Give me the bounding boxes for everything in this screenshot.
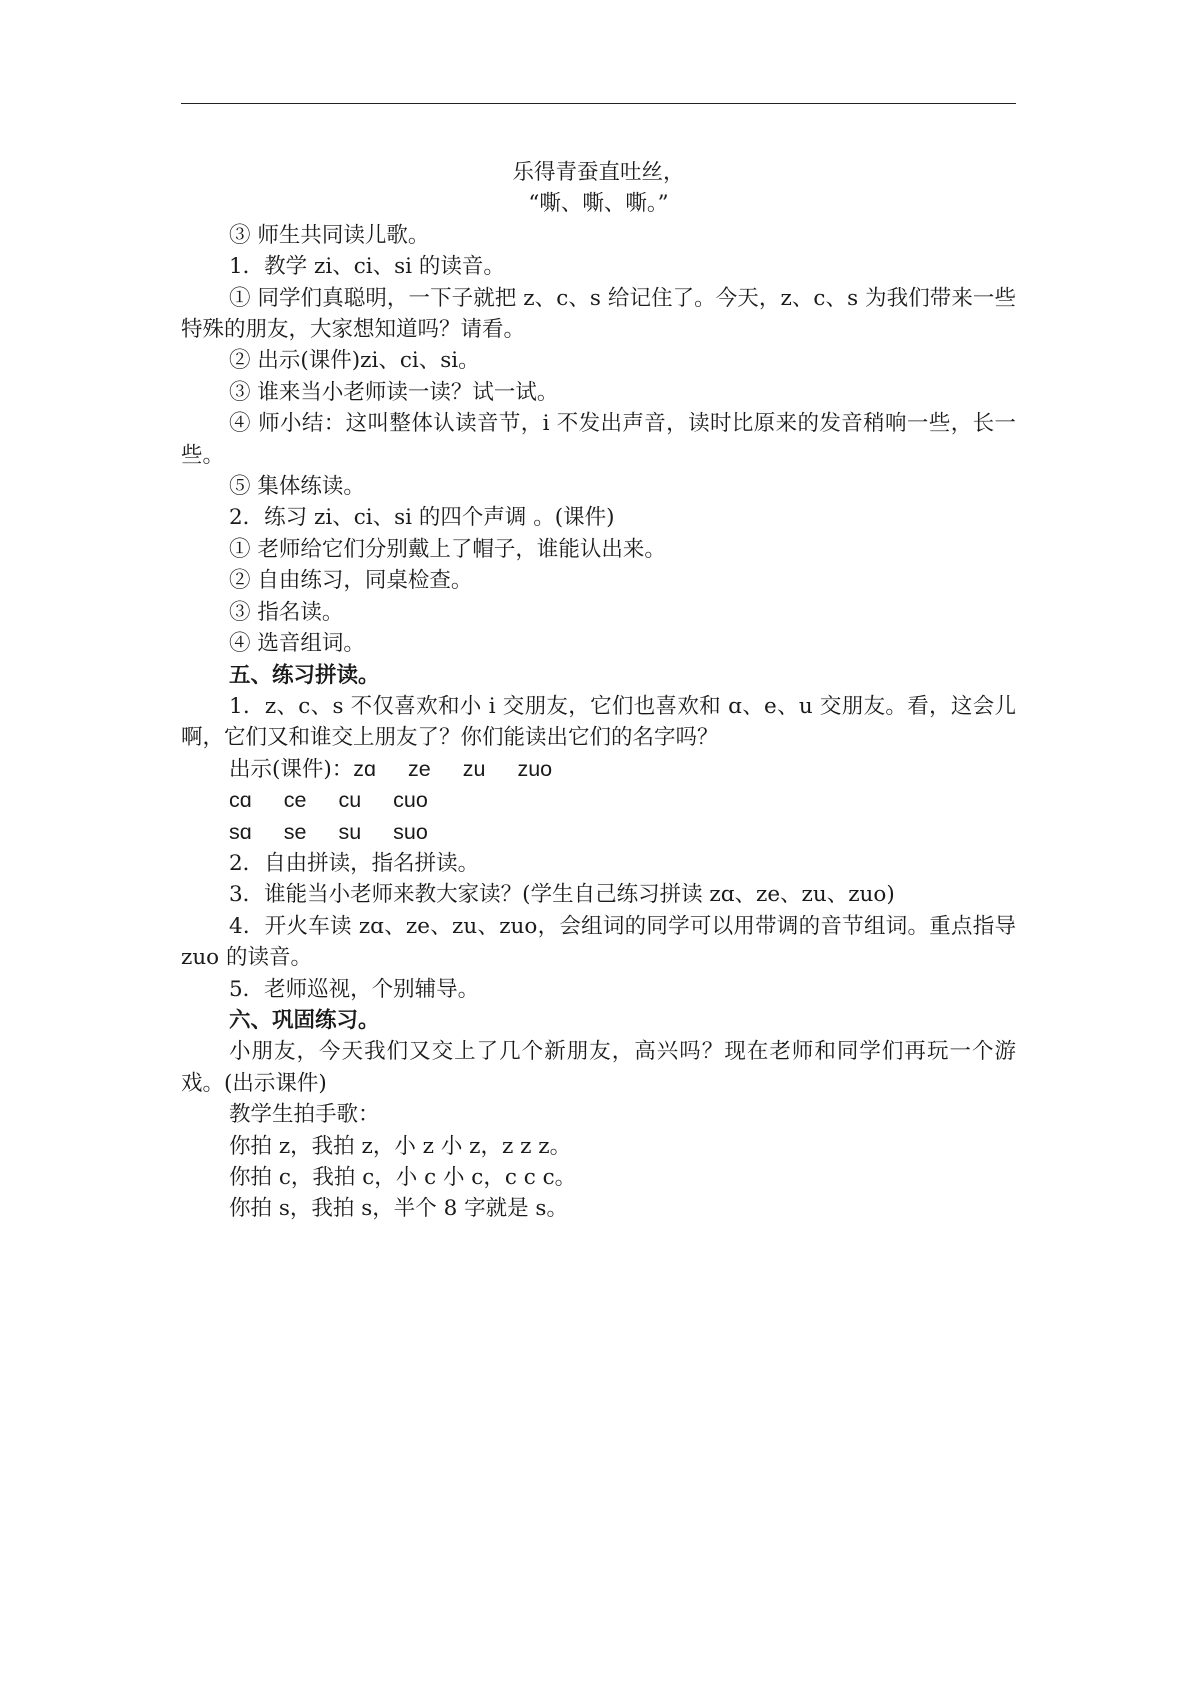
pinyin-syllable: ze	[408, 756, 431, 781]
pinyin-syllable: cu	[338, 788, 362, 813]
pinyin-syllable: zuo	[517, 756, 553, 781]
pinyin-row-z	[181, 754, 1016, 785]
pinyin-syllable: se	[283, 819, 307, 844]
text-line: 教学生拍手歌：	[229, 1102, 380, 1128]
text-paragraph: ④ 师小结：这叫整体认读音节，i 不发出声音，读时比原来的发音稍响一些，长一些。	[181, 411, 1016, 468]
text-line: ② 出示(课件)zi、ci、si。	[229, 348, 480, 374]
text-line: 3．谁能当小老师来教大家读？(学生自己练习拼读 zɑ、ze、zu、zuo)	[229, 882, 895, 908]
poem-line-2: “嘶、嘶、嘶。”	[528, 191, 669, 217]
text-line: ③ 谁来当小老师读一读？试一试。	[229, 379, 559, 405]
poem-line-1: 乐得青蚕直吐丝，	[512, 160, 685, 185]
section-heading-5: 五、练习拼读。	[229, 662, 380, 688]
pinyin-syllable: cɑ	[229, 788, 252, 813]
pinyin-row-c	[181, 785, 1016, 816]
text-line: ① 老师给它们分别戴上了帽子，谁能认出来。	[229, 536, 666, 562]
text-paragraph: 1．z、c、s 不仅喜欢和小 i 交朋友，它们也喜欢和 ɑ、e、u 交朋友。看，这会儿啊，它们又和谁交上朋友了？你们能读出它们的名字吗？	[181, 693, 1016, 751]
pinyin-row-s	[181, 817, 1016, 848]
text-paragraph: 4．开火车读 zɑ、ze、zu、zuo，会组词的同学可以用带调的音节组词。重点指导 zuo 的读音。	[181, 913, 1016, 971]
text-line: 2．练习 zi、ci、si 的四个声调 。(课件)	[229, 505, 615, 531]
pinyin-syllable: suo	[393, 819, 428, 844]
text-line: 2．自由拼读，指名拼读。	[229, 850, 480, 876]
clapping-song-line: 你拍 c，我拍 c，小 c 小 c，c c c。	[229, 1165, 577, 1190]
section-heading-6: 六、巩固练习。	[229, 1007, 380, 1033]
pinyin-syllable: cuo	[393, 788, 428, 813]
clapping-song-line: 你拍 z，我拍 z，小 z 小 z，z z z。	[229, 1133, 572, 1159]
header-rule	[181, 103, 1016, 104]
text-line: ③ 指名读。	[229, 599, 344, 625]
clapping-song-line: 你拍 s，我拍 s，半个 8 字就是 s。	[229, 1196, 568, 1222]
text-line: 5．老师巡视，个别辅导。	[229, 976, 480, 1002]
text-line: 1．教学 zi、ci、si 的读音。	[229, 254, 505, 280]
pinyin-syllable: zɑ	[353, 756, 376, 781]
show-label: 出示(课件)：	[229, 756, 354, 782]
pinyin-syllable: ce	[283, 788, 307, 813]
document-body	[181, 157, 1016, 1225]
text-line: ④ 选音组词。	[229, 631, 365, 657]
pinyin-syllable: su	[338, 819, 362, 844]
pinyin-syllable: zu	[462, 756, 486, 781]
text-line: ⑤ 集体练读。	[229, 474, 365, 500]
text-line: ③ 师生共同读儿歌。	[229, 222, 430, 248]
text-line: ② 自由练习，同桌检查。	[229, 568, 473, 594]
text-paragraph: 小朋友，今天我们又交上了几个新朋友，高兴吗？现在老师和同学们再玩一个游戏。(出示课件)	[181, 1039, 1016, 1096]
text-paragraph: ① 同学们真聪明，一下子就把 z、c、s 给记住了。今天，z、c、s 为我们带来一些特殊的朋友，大家想知道吗？请看。	[181, 285, 1016, 343]
pinyin-syllable: sɑ	[229, 819, 252, 844]
